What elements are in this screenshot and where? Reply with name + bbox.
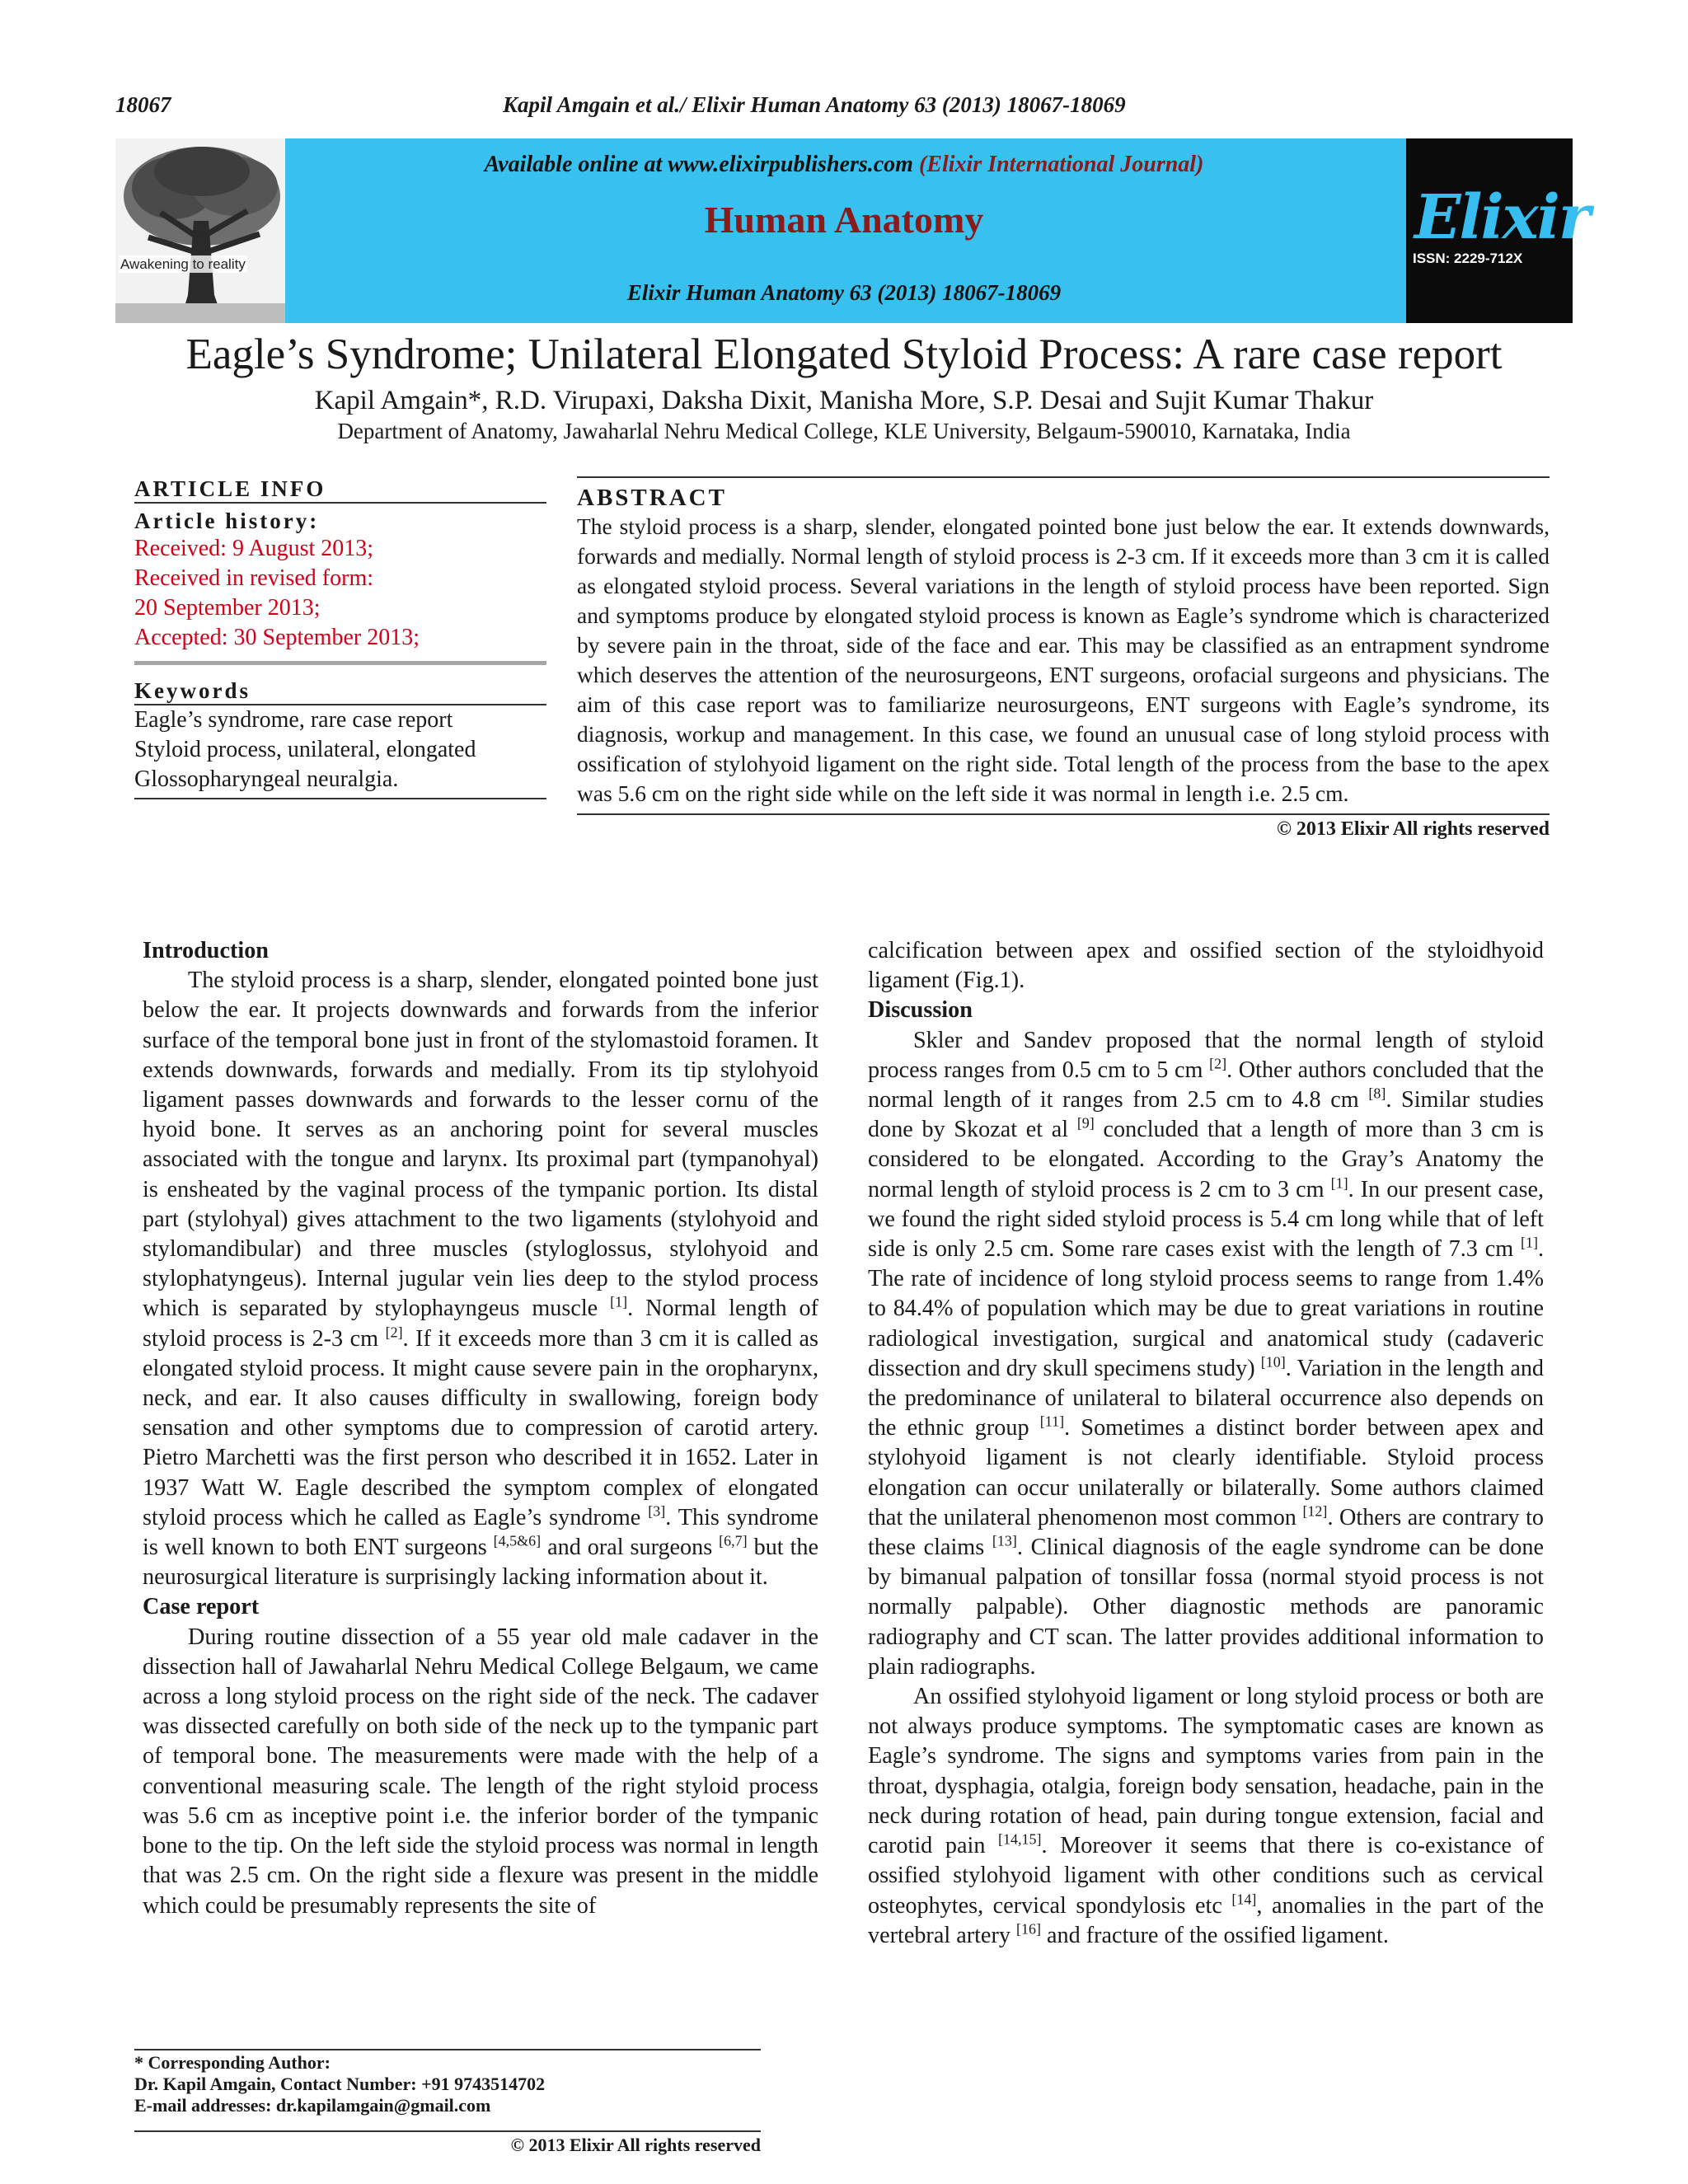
citation-ref: [12] [1302, 1502, 1328, 1520]
corresponding-author-footnote [134, 2052, 761, 2116]
logo-issn: ISSN: 2229-712X [1413, 251, 1523, 266]
running-citation: Kapil Amgain et al./ Elixir Human Anatomy 63 (2013) 18067-18069 [503, 92, 1126, 117]
citation-ref: [1] [610, 1294, 628, 1311]
tree-caption: Awakening to reality [120, 256, 246, 272]
article-affiliation: Department of Anatomy, Jawaharlal Nehru Medical College, KLE University, Belgaum-590010, Karnataka, India [337, 419, 1351, 443]
case-report-paragraph: During routine dissection of a 55 year old male cadaver in the dissection hall of Jawaharlal Nehru Medical College Belgaum, we came across a long styloid process on the right side of the neck. The cadaver was dissected carefully on both side of the neck up to the tympanic part of temporal bone. The measurements were made with the help of a conventional measuring scale. The length of the right styloid process was 5.6 cm as inceptive point i.e. the inferior border of the tympanic bone to the tip. On the left side the styloid process was normal in length that was 2.5 cm. On the right side a flexure was present in the middle which could be presumably represents the site of [143, 1624, 818, 1919]
body-column-right [868, 936, 1544, 1951]
footer-copyright: © 2013 Elixir All rights reserved [510, 2135, 761, 2155]
history-heading: Article history: [134, 509, 320, 533]
history-revised-label: Received in revised form: [134, 565, 374, 591]
history-received: Received: 9 August 2013; [134, 536, 374, 561]
case-report-continuation: calcification between apex and ossified section of the styloidhyoid ligament (Fig.1). [868, 938, 1544, 994]
availability-line [115, 152, 1573, 178]
article-info-heading: ARTICLE INFO [134, 476, 326, 501]
citation-ref: [16] [1015, 1920, 1041, 1938]
keyword-line: Styloid process, unilateral, elongated [134, 737, 476, 762]
history-revised-date: 20 September 2013; [134, 595, 321, 621]
history-accepted: Accepted: 30 September 2013; [134, 625, 420, 650]
citation-ref: [1] [1520, 1234, 1538, 1251]
discussion-paragraph: Skler and Sandev proposed that the normal length of styloid process ranges from 0.5 cm to 5 cm [2]. Other authors concluded that the normal length of it ranges from 2.5 cm to 4.8 cm [8]. Similar studies done by Skozat et al [9] concluded that a length of more than 3 cm is considered to be elongated. According to the Gray’s Anatomy the normal length of styloid process is 2 cm to 3 cm [1]. In our present case, we found the right sided styloid process is 5.4 cm long while that of left side is only 2.5 cm. Some rare cases exist with the length of 7.3 cm [1]. The rate of incidence of long styloid process seems to range from 1.4% to 84.4% of population which may be due to great variations in routine radiological investigation, surgical and anatomical study (cadaveric dissection and dry skull specimens study) [10]. Variation in the length and the predominance of unilateral to bilateral occurrence also depends on the ethnic group [11]. Sometimes a distinct border between apex and stylohyoid ligament is not clearly identifiable. Styloid process elongation can occur unilaterally or bilaterally. Some authors claimed that the unilateral phenomenon most common [12]. Others are contrary to these claims [13]. Clinical diagnosis of the eagle syndrome can be done by bimanual palpation of tonsillar fossa (normal styoid process is not normally palpable). Other diagnostic methods are panoramic radiography and CT scan. The latter provides additional information to plain radiographs. [868, 1027, 1545, 1680]
body-column-left [143, 936, 818, 1921]
abstract-text: The styloid process is a sharp, slender, elongated pointed bone just below the ear. It extends downwards, forwards and medially. Normal length of styloid process is 2-3 cm. If it exceeds more than 3 cm it is called as elongated styloid process. Several variations in the length of styloid process have been reported. Sign and symptoms produce by elongated styloid process is known as Eagle’s syndrome which is characterized by severe pain in the throat, side of the face and ear. This may be classified as an entrapment syndrome which deserves the attention of the neurosurgeons, ENT surgeons, orofacial surgeons and physicians. The aim of this case report was to familiarize neurosurgeons, ENT surgeons with Eagle’s syndrome, its diagnosis, workup and management. In this case, we found an unusual case of long styloid process with ossification of stylohyoid ligament on the right side. Total length of the process from the base to the apex was 5.6 cm on the right side while on the left side it was normal in length i.e. 2.5 cm. [577, 513, 1550, 806]
citation-ref: [14,15] [998, 1830, 1042, 1848]
citation-ref: [10] [1260, 1353, 1286, 1371]
divider [134, 661, 546, 665]
journal-banner [115, 138, 1589, 323]
keywords-heading: Keywords [134, 678, 251, 703]
journal-name: (Elixir International Journal) [918, 152, 1204, 177]
case-report-heading: Case report [143, 1594, 260, 1620]
article-authors: Kapil Amgain*, R.D. Virupaxi, Daksha Dixit, Manisha More, S.P. Desai and Sujit Kumar Thakur [314, 386, 1374, 415]
citation-ref: [1] [1330, 1174, 1348, 1192]
elixir-logo [1406, 138, 1589, 323]
article-title: Eagle’s Syndrome; Unilateral Elongated Styloid Process: A rare case report [185, 330, 1503, 378]
journal-issue: Elixir Human Anatomy 63 (2013) 18067-18069 [626, 280, 1062, 305]
citation-ref: [3] [648, 1502, 666, 1520]
divider [134, 798, 546, 799]
abstract-heading: ABSTRACT [577, 485, 727, 511]
citation-ref: [11] [1039, 1413, 1065, 1430]
introduction-paragraph: The styloid process is a sharp, slender, elongated pointed bone just below the ear. It projects downwards and forwards from the inferior surface of the temporal bone just in front of the stylomastoid foramen. It extends downwards, forwards and medially. From its tip stylohyoid ligament passes downwards and forwards to the lesser cornu of the hyoid bone. It serves as an anchoring point for several muscles associated with the tongue and larynx. Its proximal part (tympanohyal) is ensheated by the vaginal process of the tympanic portion. Its distal part (stylohyal) gives attachment to the two ligaments (stylohyoid and stylomandibular) and three muscles (styloglossus, stylohyoid and stylophatyngeus). Internal jugular vein lies deep to the stylod process which is separated by stylophayngeus muscle [1]. Normal length of styloid process is 2-3 cm [2]. If it exceeds more than 3 cm it is called as elongated styloid process. It might cause severe pain in the oropharynx, neck, and ear. It also causes difficulty in swallowing, foreign body sensation and other symptoms due to compression of carotid artery. Pietro Marchetti was the first person who described it in 1652. Later in 1937 Watt W. Eagle described the symptom complex of elongated styloid process which he called as Eagle’s syndrome [3]. This syndrome is well known to both ENT surgeons [4,5&6] and oral surgeons [6,7] but the neurosurgical literature is surprisingly lacking information about it. [143, 968, 819, 1591]
abstract-copyright: © 2013 Elixir All rights reserved [1276, 818, 1550, 840]
discussion-paragraph: An ossified stylohyoid ligament or long styloid process or both are not always produce symptoms. The symptomatic cases are known as Eagle’s syndrome. The signs and symptoms varies from pain in the throat, dysphagia, otalgia, foreign body sensation, headache, pain in the neck during rotation of head, pain during tongue extension, facial and carotid pain [14,15]. Moreover it seems that there is co-existance of ossified stylohyoid ligament with other conditions such as cervical osteophytes, cervical spondylosis etc [14], anomalies in the part of the vertebral artery [16] and fracture of the ossified ligament. [868, 1684, 1544, 1948]
abstract-panel [577, 476, 1550, 841]
footnote-contact: Dr. Kapil Amgain, Contact Number: +91 9743514702 [134, 2074, 546, 2094]
citation-ref: [8] [1368, 1085, 1386, 1102]
journal-subject: Human Anatomy [704, 199, 984, 241]
footnote-divider [134, 2049, 761, 2050]
page-number: 18067 [115, 92, 171, 117]
citation-ref: [2] [1209, 1055, 1227, 1072]
article-info-panel [134, 476, 546, 799]
citation-ref: [2] [385, 1324, 403, 1341]
citation-ref: [4,5&6] [493, 1532, 542, 1549]
logo-brand: Elixir [1414, 182, 1589, 253]
citation-ref: [9] [1076, 1114, 1095, 1132]
divider [577, 476, 1550, 478]
citation-ref: [13] [992, 1532, 1017, 1549]
discussion-heading: Discussion [868, 997, 973, 1024]
citation-ref: [14] [1231, 1891, 1257, 1908]
footnote-label: * Corresponding Author: [134, 2052, 331, 2073]
citation-ref: [6,7] [719, 1532, 748, 1549]
availability-prefix: Available online at www.elixirpublishers.com [484, 152, 913, 177]
keyword-line: Glossopharyngeal neuralgia. [134, 766, 399, 792]
keyword-line: Eagle’s syndrome, rare case report [134, 707, 453, 733]
divider [134, 502, 546, 504]
footnote-divider [134, 2130, 761, 2132]
introduction-heading: Introduction [143, 938, 269, 963]
divider [577, 813, 1550, 815]
footnote-email: E-mail addresses: dr.kapilamgain@gmail.com [134, 2095, 491, 2116]
